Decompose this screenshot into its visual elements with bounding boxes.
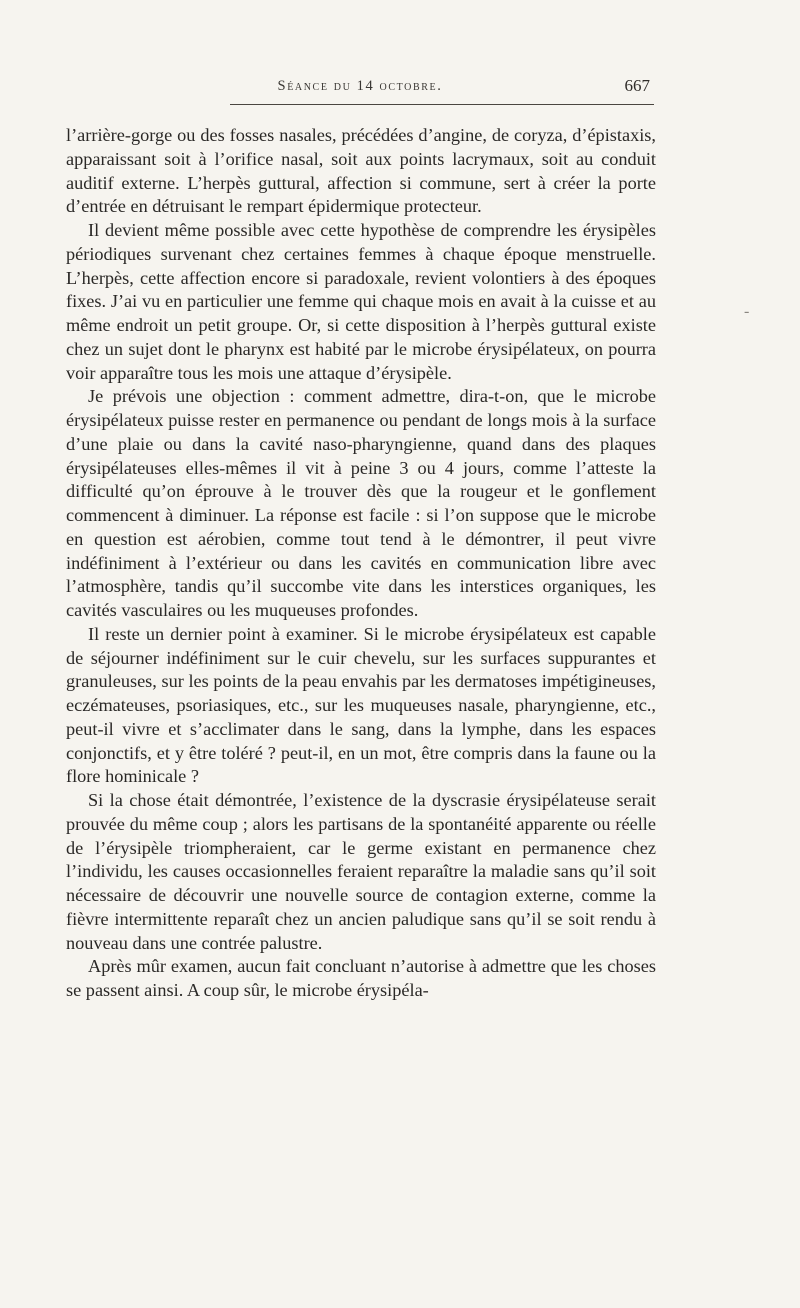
page-number: 667: [624, 76, 650, 95]
paragraph-1: l’arrière-gorge ou des fosses nasales, précédées d’angine, de coryza, d’épistaxis, apparaissant soit à l’orifice nasal, soit aux points lacrymaux, soit au conduit auditif externe. L’herpès guttural, affection si commune, sert à créer la porte d’entrée en détruisant le rempart épidermique protecteur.: [66, 125, 656, 217]
page-header: [66, 74, 654, 100]
paragraph-4: Il reste un dernier point à examiner. Si le microbe érysipélateux est capable de séjourner indéfiniment sur le cuir chevelu, sur les surfaces suppurantes et granuleuses, sur les points de la peau envahis par les dermatoses impétigineuses, eczémateuses, psoriasiques, etc., sur les muqueuses nasale, pharyngienne, etc., peut-il vivre et s’acclimater dans le sang, dans la lymphe, dans les espaces conjonctifs, et y être toléré ? peut-il, en un mot, être compris dans la faune ou la flore hominicale ?: [66, 623, 656, 787]
running-title: Séance du 14 octobre.: [277, 78, 443, 94]
margin-mark: -: [744, 303, 750, 320]
paragraph-5: Si la chose était démontrée, l’existence de la dyscrasie érysipélateuse serait prouvée du même coup ; alors les partisans de la spontanéité apparente ou réelle de l’érysipèle triompheraient, car le germe existant en permanence chez l’individu, les causes occasionnelles feraient reparaître la maladie sans qu’il soit nécessaire de découvrir une nouvelle source de contagion externe, comme la fièvre intermittente reparaît chez un ancien paludique sans qu’il se soit rendu à nouveau dans une contrée palustre.: [66, 790, 656, 953]
body-text: [66, 124, 656, 1003]
paragraph-2: Il devient même possible avec cette hypothèse de comprendre les érysipèles périodiques survenant chez certaines femmes à chaque époque menstruelle. L’herpès, cette affection encore si paradoxale, revient volontiers à des époques fixes. J’ai vu en particulier une femme qui chaque mois en avait à la cuisse et au même endroit un petit groupe. Or, si cette disposition à l’herpès guttural existe chez un sujet dont le pharynx est habité par le microbe érysipélateux, on pourra voir apparaître tous les mois une attaque d’érysipèle.: [66, 220, 656, 383]
paragraph-3: Je prévois une objection : comment admettre, dira-t-on, que le microbe érysipélateux puisse rester en permanence ou pendant de longs mois à la surface d’une plaie ou dans la cavité naso-pharyngienne, quand dans des plaques érysipélateuses elles-mêmes il vit à peine 3 ou 4 jours, comme l’atteste la difficulté qu’on éprouve à le trouver dès que la rougeur et le gonflement commencent à diminuer. La réponse est facile : si l’on suppose que le microbe en question est aérobien, comme tout tend à le démontrer, il peut vivre indéfiniment à l’extérieur ou dans les cavités en communication libre avec l’atmosphère, tandis qu’il succombe vite dans les interstices organiques, les cavités vasculaires ou les muqueuses profondes.: [66, 386, 656, 620]
header-rule: [230, 104, 654, 105]
paragraph-6: Après mûr examen, aucun fait concluant n’autorise à admettre que les choses se passent ainsi. A coup sûr, le microbe érysipéla-: [66, 956, 656, 1000]
